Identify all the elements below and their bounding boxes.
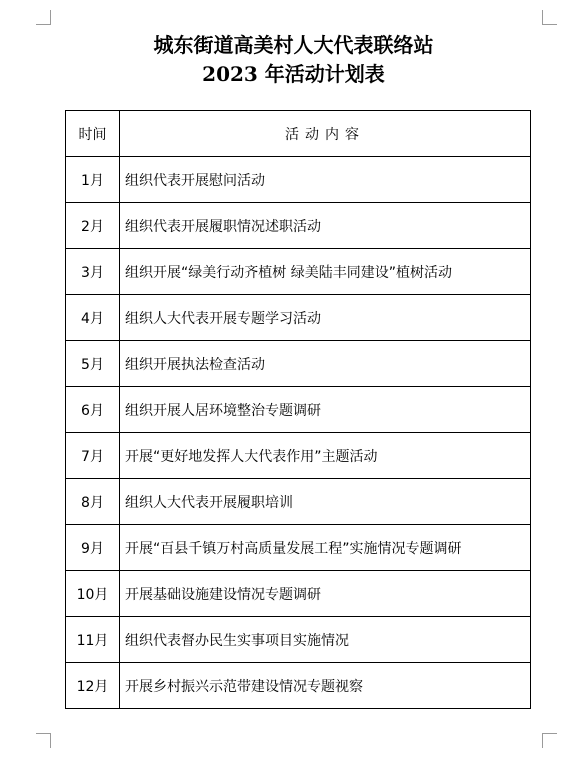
month-cell: 1月 [66,157,120,203]
month-cell: 10月 [66,571,120,617]
activity-cell: 组织代表开展慰问活动 [120,157,531,203]
activity-cell: 组织开展人居环境整治专题调研 [120,387,531,433]
header-time: 时间 [66,111,120,157]
month-cell: 4月 [66,295,120,341]
table-row [66,295,531,341]
table-row [66,571,531,617]
month-cell: 6月 [66,387,120,433]
document-title: 城东街道高美村人大代表联络站 [153,33,434,57]
crop-mark-top-right [542,10,557,25]
table-row [66,525,531,571]
month-cell: 9月 [66,525,120,571]
table-row [66,617,531,663]
activity-cell: 组织人大代表开展专题学习活动 [120,295,531,341]
activity-plan-table [65,110,531,709]
table-row [66,203,531,249]
header-activity: 活动内容 [120,111,531,157]
table-row [66,479,531,525]
activity-cell: 组织代表开展履职情况述职活动 [120,203,531,249]
crop-mark-top-left [36,10,51,25]
activity-cell: 开展“百县千镇万村高质量发展工程”实施情况专题调研 [120,525,531,571]
table-row [66,341,531,387]
document-subtitle: 2023 年活动计划表 [202,62,385,86]
activity-cell: 组织人大代表开展履职培训 [120,479,531,525]
activity-cell: 开展基础设施建设情况专题调研 [120,571,531,617]
table-row [66,157,531,203]
activity-cell: 组织开展执法检查活动 [120,341,531,387]
crop-mark-bottom-left [36,733,51,748]
activity-cell: 开展“更好地发挥人大代表作用”主题活动 [120,433,531,479]
activity-cell: 组织代表督办民生实事项目实施情况 [120,617,531,663]
month-cell: 5月 [66,341,120,387]
table-row [66,433,531,479]
table-row [66,663,531,709]
month-cell: 3月 [66,249,120,295]
activity-cell: 开展乡村振兴示范带建设情况专题视察 [120,663,531,709]
month-cell: 8月 [66,479,120,525]
crop-mark-bottom-right [542,733,557,748]
table-row [66,249,531,295]
month-cell: 11月 [66,617,120,663]
activity-cell: 组织开展“绿美行动齐植树 绿美陆丰同建设”植树活动 [120,249,531,295]
table-row [66,387,531,433]
month-cell: 7月 [66,433,120,479]
month-cell: 12月 [66,663,120,709]
table-header-row [66,111,531,157]
month-cell: 2月 [66,203,120,249]
